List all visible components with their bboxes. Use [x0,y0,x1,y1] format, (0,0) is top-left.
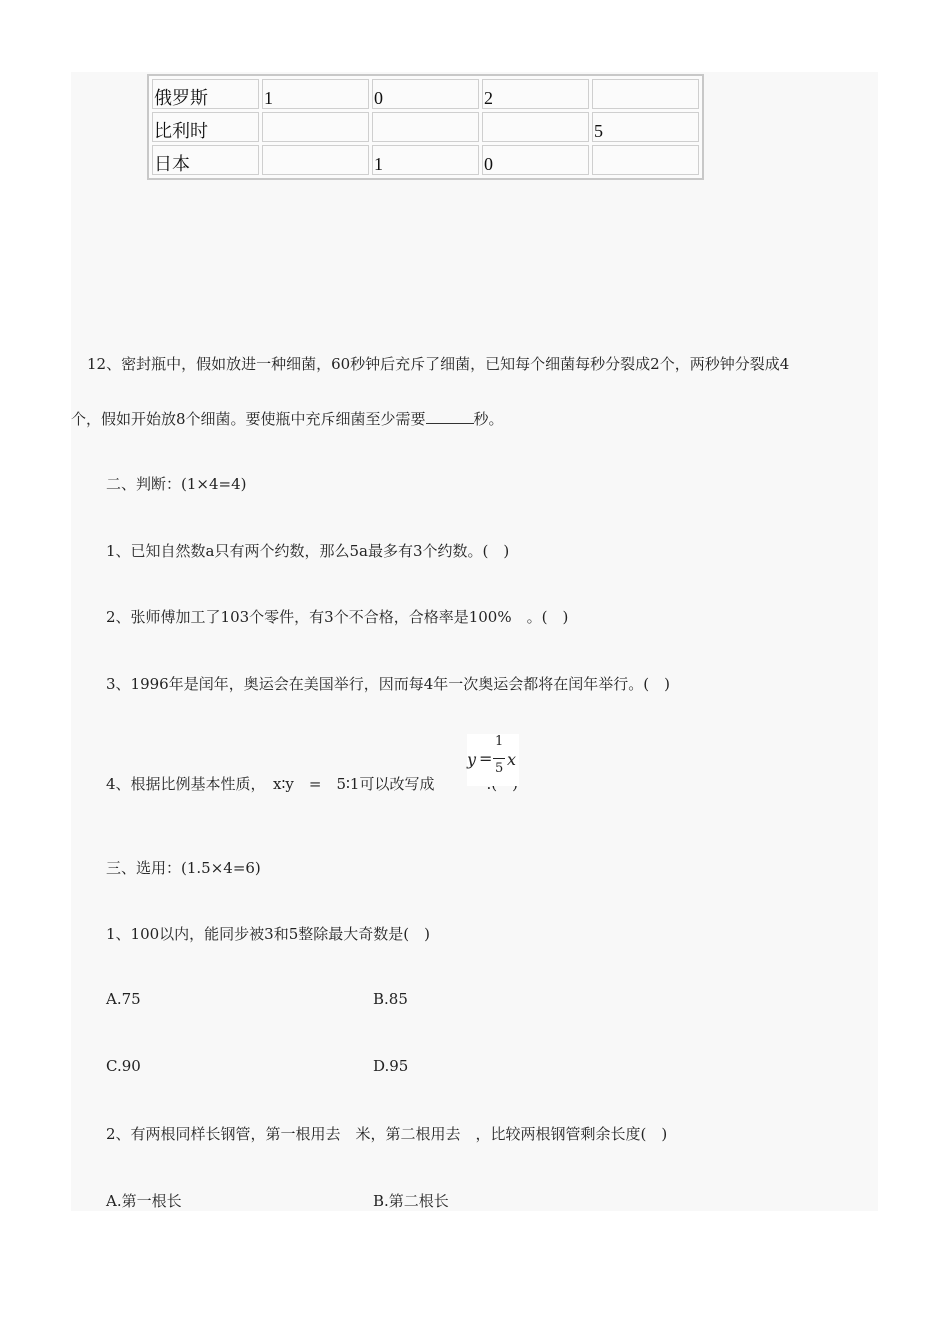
table-cell [592,145,699,175]
medal-table [147,74,704,180]
formula-variable-y: y [467,750,477,769]
option-a: A.第一根长 [106,1192,182,1210]
fraction-bar [493,758,505,759]
question-12-line-1: 12、密封瓶中，假如放进一种细菌，60秒钟后充斥了细菌，已知每个细菌每秒分裂成2个，两秒钟分裂成4 [87,355,790,373]
table-cell [482,112,589,142]
answer-blank [426,411,474,424]
formula-numerator: 1 [495,734,504,749]
table-cell [372,112,479,142]
table-row [152,112,699,142]
table-cell [262,112,369,142]
judge-item-3: 3、1996年是闰年，奥运会在美国举行，因而每4年一次奥运会都将在闰年举行。( ) [106,675,670,693]
document-page [71,72,878,1211]
question-12-suffix: 秒。 [473,410,504,428]
choice-question-1: 1、100以内，能同步被3和5整除最大奇数是( ) [106,925,430,943]
table-cell: 0 [482,145,589,175]
table-cell: 日本 [152,145,259,175]
formula-denominator: 5 [495,761,504,776]
formula-equals: = [479,749,493,768]
table-cell [262,145,369,175]
table-cell [592,79,699,109]
judge-item-1: 1、已知自然数a只有两个约数，那么5a最多有3个约数。( ) [106,542,510,560]
judge-item-4-text: 4、根据比例基本性质， x∶y = 5∶1可以改写成 [106,775,435,793]
section-3-heading: 三、选用：(1.5×4=6) [106,859,261,877]
question-12-line-2 [71,408,504,429]
table-row [152,79,699,109]
table-cell: 1 [372,145,479,175]
table-cell: 1 [262,79,369,109]
table-cell: 俄罗斯 [152,79,259,109]
formula-image [467,734,519,786]
table-cell: 比利时 [152,112,259,142]
choice-question-2: 2、有两根同样长钢管，第一根用去 米，第二根用去 ，比较两根钢管剩余长度( ) [106,1125,668,1143]
table-cell: 0 [372,79,479,109]
judge-item-4 [106,773,518,794]
option-b: B.85 [373,990,408,1008]
judge-item-2: 2、张师傅加工了103个零件，有3个不合格，合格率是100% 。( ) [106,608,569,626]
section-2-heading: 二、判断：(1×4=4) [106,475,247,493]
formula-variable-x: x [507,750,517,769]
option-d: D.95 [373,1057,409,1075]
option-a: A.75 [106,990,141,1008]
question-12-text: 个，假如开始放8个细菌。要使瓶中充斥细菌至少需要 [71,410,426,428]
table-cell: 5 [592,112,699,142]
table-cell: 2 [482,79,589,109]
table-row [152,145,699,175]
option-b: B.第二根长 [373,1192,449,1210]
option-c: C.90 [106,1057,141,1075]
